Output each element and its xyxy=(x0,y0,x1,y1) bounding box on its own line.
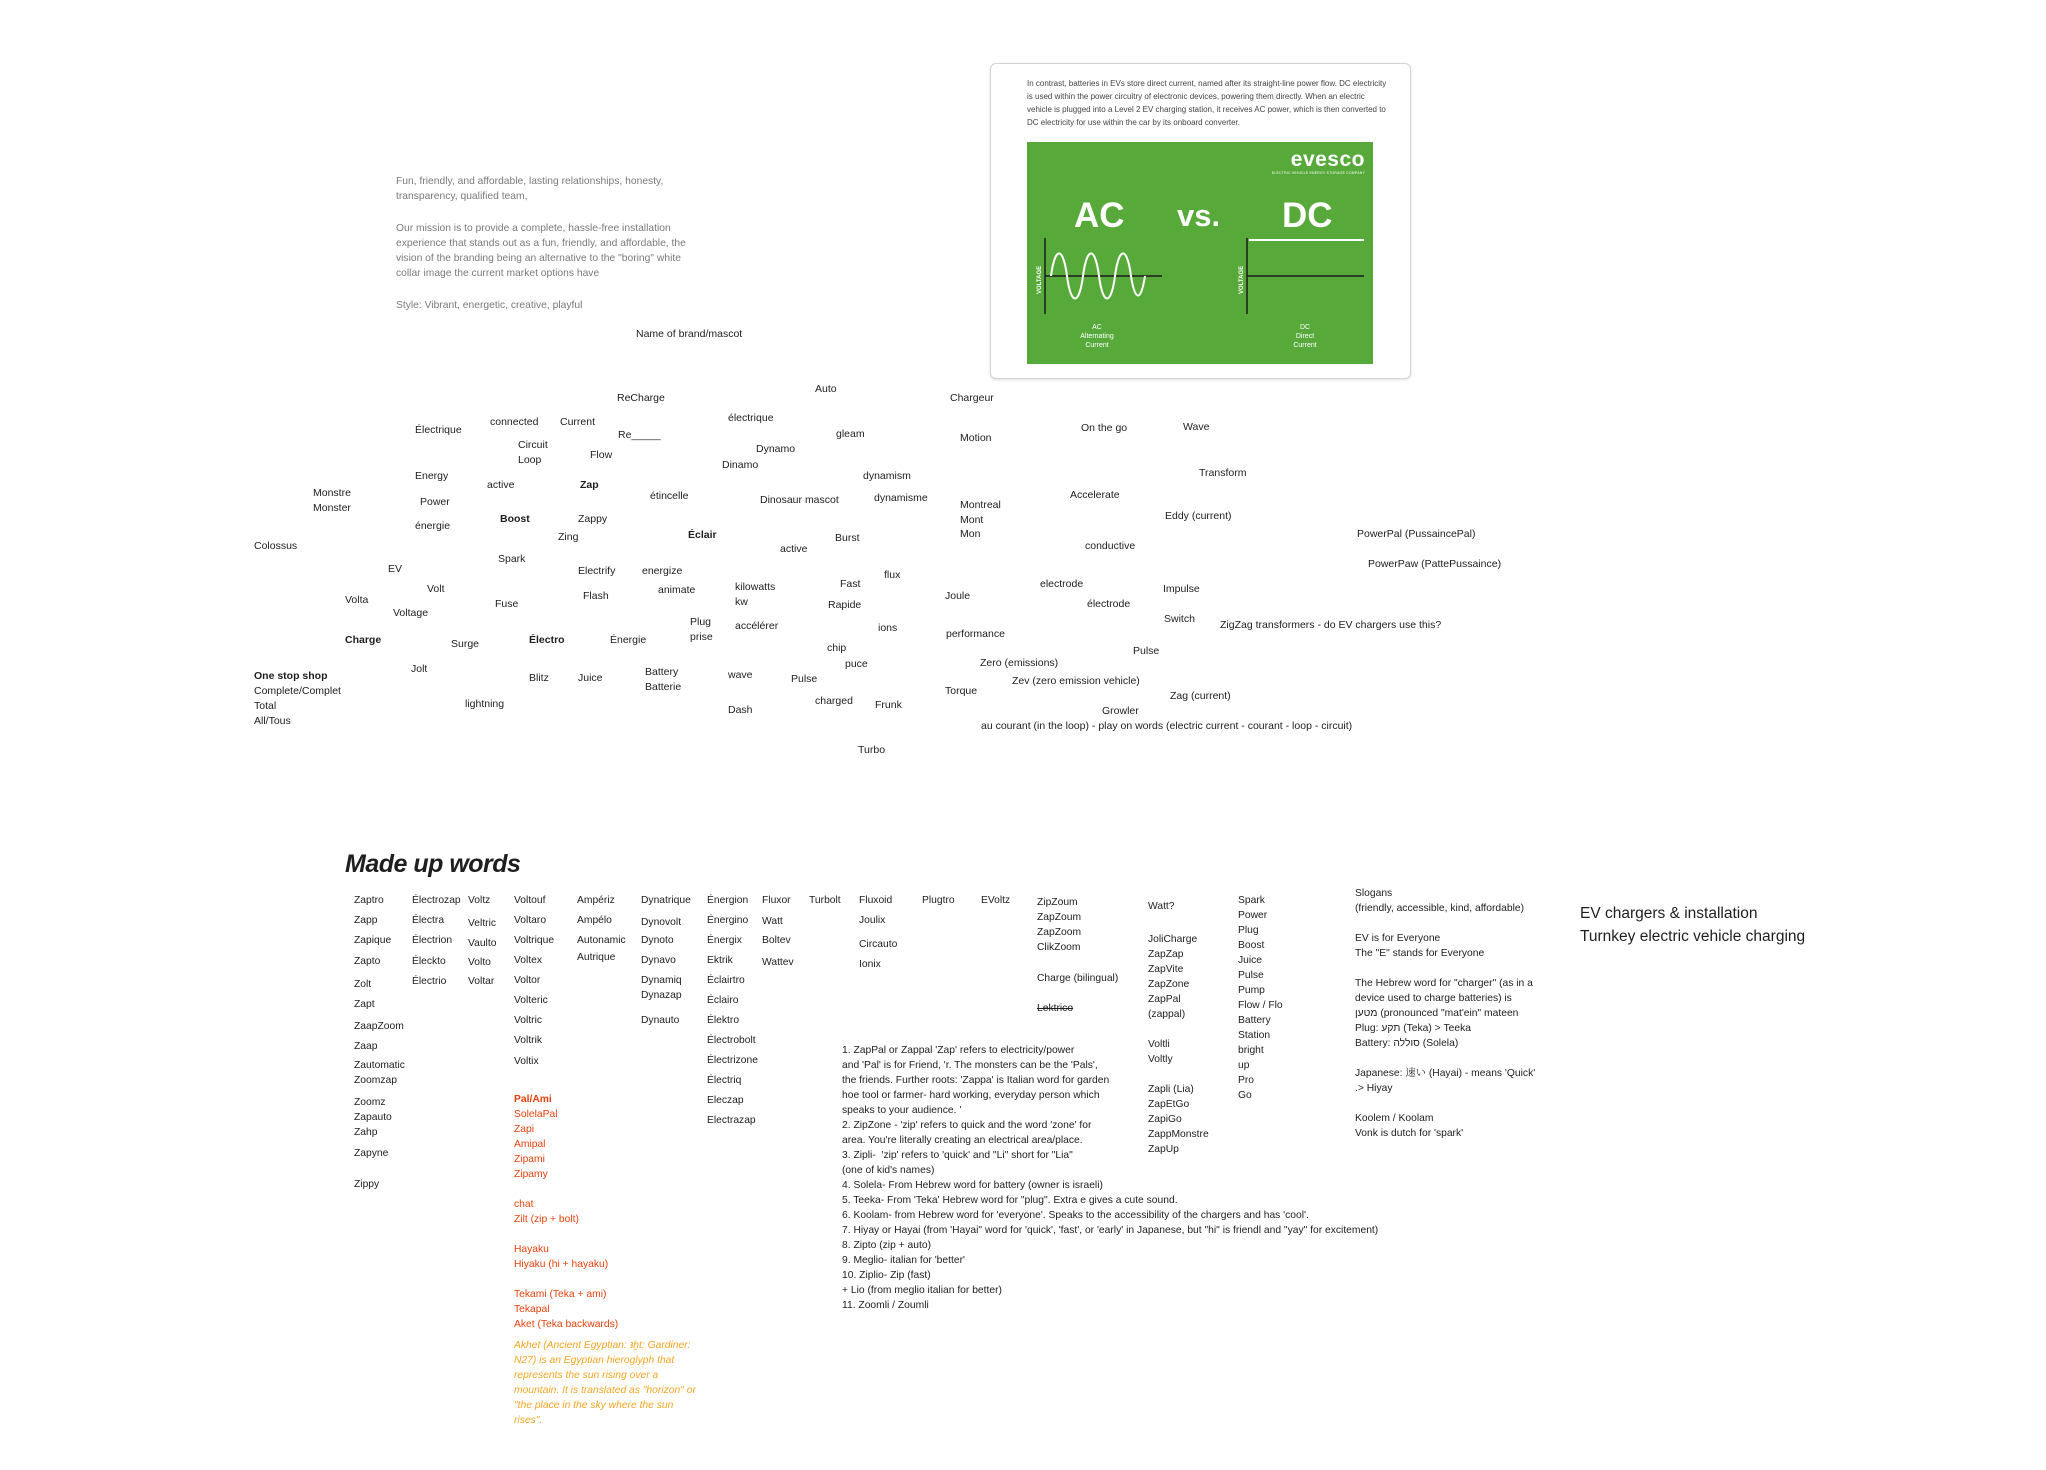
favorite-name: Amipal xyxy=(514,1139,546,1150)
ac-axis-label: VOLTAGE xyxy=(1037,265,1043,294)
brainstorm-word: Re_____ xyxy=(618,429,661,441)
brainstorm-word: électrode xyxy=(1087,598,1131,610)
made-up-word: Électriq xyxy=(707,1075,742,1086)
slogan-line: The Hebrew word for "charger" (as in a xyxy=(1355,978,1533,989)
made-up-word: Zolt xyxy=(354,979,372,990)
brainstorm-word: ions xyxy=(878,622,898,634)
brainstorm-word: Colossus xyxy=(254,540,298,552)
brainstorm-word: Dash xyxy=(728,704,753,716)
brainstorm-word: Plug prise xyxy=(690,616,713,643)
brainstorm-word: Zero (emissions) xyxy=(980,657,1059,669)
brainstorm-word: conductive xyxy=(1085,540,1136,552)
slogan-line: EV is for Everyone xyxy=(1355,933,1441,944)
made-up-word: Électra xyxy=(412,915,445,926)
made-up-word: Station xyxy=(1238,1030,1271,1041)
brainstorm-word: Blitz xyxy=(529,672,549,684)
brainstorm-word: On the go xyxy=(1081,422,1128,434)
brainstorm-word: Frunk xyxy=(875,699,902,711)
brainstorm-word: Burst xyxy=(835,532,860,544)
brainstorm-word: étincelle xyxy=(650,490,689,502)
brainstorm-word: One stop shop xyxy=(254,670,328,682)
favorite-name xyxy=(514,1272,618,1287)
brainstorm-word: Jolt xyxy=(411,663,428,675)
brand-brief xyxy=(396,174,696,330)
made-up-word: Voltex xyxy=(514,955,543,966)
brainstorm-word: Chargeur xyxy=(950,392,994,404)
numbered-notes xyxy=(842,1043,1378,1313)
made-up-word: Voltix xyxy=(514,1056,539,1067)
brainstorm-word: Eddy (current) xyxy=(1165,510,1232,522)
dc-axis-label: VOLTAGE xyxy=(1239,265,1245,294)
brainstorm-word: Accelerate xyxy=(1070,489,1120,501)
brainstorm-word: energize xyxy=(642,565,683,577)
made-up-word: Eleczap xyxy=(707,1095,744,1106)
made-up-word: Dynoto xyxy=(641,935,674,946)
brainstorm-word: Dinosaur mascot xyxy=(760,494,839,506)
made-up-word: Autrique xyxy=(577,952,616,963)
evesco-logo: evesco xyxy=(1290,148,1365,171)
favorite-name: SolelaPal xyxy=(514,1109,558,1120)
made-up-word: ZapZone xyxy=(1148,979,1190,990)
brainstorm-word: Rapide xyxy=(828,599,862,611)
favorites-list xyxy=(514,1092,618,1332)
brainstorm-word: electrode xyxy=(1040,578,1084,590)
slogan-line: Vonk is dutch for 'spark' xyxy=(1355,1128,1464,1139)
vs-label: vs. xyxy=(1177,198,1221,233)
dc-title: DC xyxy=(1282,196,1333,235)
made-up-word: Veltric xyxy=(468,918,497,929)
made-up-word: Volteric xyxy=(514,995,548,1006)
favorite-name: Hayaku xyxy=(514,1244,549,1255)
made-up-word: Zoomzap xyxy=(354,1075,397,1086)
brainstorm-word: Impulse xyxy=(1163,583,1200,595)
slogan-line xyxy=(1355,1096,1535,1111)
made-up-word: Spark xyxy=(1238,895,1265,906)
made-up-word: Zippy xyxy=(354,1179,380,1190)
brainstorm-word: Éclair xyxy=(688,529,717,541)
brainstorm-word: Juice xyxy=(578,672,603,684)
brainstorm-word: Volta xyxy=(345,594,369,606)
slogan-line: device used to charge batteries) is xyxy=(1355,993,1512,1004)
made-up-word: Power xyxy=(1238,910,1268,921)
brainstorm-word: Monstre Monster xyxy=(313,487,351,514)
made-up-word: Voltaro xyxy=(514,915,547,926)
made-up-word: Dynavo xyxy=(641,955,676,966)
slogan-line xyxy=(1355,916,1535,931)
slogan-line xyxy=(1355,961,1535,976)
made-up-word: Énergix xyxy=(707,935,742,946)
brainstorm-word: Turbo xyxy=(858,744,886,756)
brainstorm-word: électrique xyxy=(728,412,774,424)
favorite-name: Pal/Ami xyxy=(514,1094,552,1105)
made-up-word: Voltli xyxy=(1148,1039,1170,1050)
made-up-word: ZapVite xyxy=(1148,964,1184,975)
favorite-name: chat xyxy=(514,1199,534,1210)
made-up-word: ZapZap xyxy=(1148,949,1184,960)
made-up-word: Dynovolt xyxy=(641,917,682,928)
made-up-word: Electrazap xyxy=(707,1115,756,1126)
made-up-word: Dynauto xyxy=(641,1015,680,1026)
brainstorm-word: Current xyxy=(560,416,596,428)
made-up-word: Fluxoid xyxy=(859,895,893,906)
made-up-word: Éclairo xyxy=(707,995,739,1006)
made-up-word: JoliCharge xyxy=(1148,934,1198,945)
brainstorm-word: Charge xyxy=(345,634,382,646)
brainstorm-word: Circuit Loop xyxy=(518,439,548,466)
note-line: 5. Teeka- From 'Teka' Hebrew word for "plug". Extra e gives a cute sound. xyxy=(842,1195,1178,1206)
made-up-word: Voltly xyxy=(1148,1054,1173,1065)
made-up-word: Watt xyxy=(762,916,783,927)
brainstorm-word: Energy xyxy=(415,470,449,482)
note-line: area. You're literally creating an electrical area/place. xyxy=(842,1135,1083,1146)
made-up-word: Flow / Flo xyxy=(1238,1000,1283,1011)
made-up-word: Zaptro xyxy=(354,895,384,906)
brainstorm-word: connected xyxy=(490,416,539,428)
ac-title: AC xyxy=(1074,196,1125,235)
brainstorm-word: animate xyxy=(658,584,696,596)
brainstorm-word: Zap xyxy=(580,479,599,491)
brainstorm-word: Pulse xyxy=(1133,645,1160,657)
favorite-name xyxy=(514,1182,618,1197)
ac-vs-dc-image xyxy=(1027,142,1373,364)
made-up-word: Zapyne xyxy=(354,1148,389,1159)
slogan-line: (friendly, accessible, kind, affordable) xyxy=(1355,903,1525,914)
made-up-word: Voltouf xyxy=(514,895,546,906)
brainstorm-word: Montreal Mont Mon xyxy=(960,499,1001,541)
made-up-word: Wattev xyxy=(762,957,794,968)
akhet-note: Akhet (Ancient Egyptian: ꜣḫt; Gardiner: N27) is an Egyptian hieroglyph that represents the sun rising over a mountain. It is translated as "horizon" or "the place in the sky where the sun rises". xyxy=(514,1340,696,1426)
made-up-word: Watt? xyxy=(1148,901,1175,912)
brainstorm-word: Fuse xyxy=(495,598,519,610)
made-up-word: Pump xyxy=(1238,985,1265,996)
brainstorm-word: Zing xyxy=(558,531,579,543)
brainstorm-word: Voltage xyxy=(393,607,429,619)
made-up-word: Voltar xyxy=(468,976,495,987)
brainstorm-word: Wave xyxy=(1183,421,1210,433)
brainstorm-word: gleam xyxy=(836,428,865,440)
note-line: 4. Solela- From Hebrew word for battery (owner is israeli) xyxy=(842,1180,1103,1191)
note-line: (one of kid's names) xyxy=(842,1165,935,1176)
made-up-word: Éclairtro xyxy=(707,975,745,986)
brainstorm-word: énergie xyxy=(415,520,451,532)
brainstorm-word: Switch xyxy=(1164,613,1195,625)
made-up-word: Ektrik xyxy=(707,955,733,966)
made-up-word: up xyxy=(1238,1060,1250,1071)
reference-image-card[interactable] xyxy=(990,63,1411,379)
made-up-word: Dynatrique xyxy=(641,895,691,906)
brainstorm-word: Zev (zero emission vehicle) xyxy=(1012,675,1140,687)
favorite-name: Tekami (Teka + ami) xyxy=(514,1289,607,1300)
made-up-word: Joulix xyxy=(859,915,886,926)
brainstorm-word: kilowatts kw xyxy=(735,581,776,608)
brainstorm-word: puce xyxy=(845,658,868,670)
slogan-line xyxy=(1355,1051,1535,1066)
tagline-line-1: EV chargers & installation xyxy=(1580,905,1758,922)
made-up-word: ZapZoom xyxy=(1037,927,1082,938)
note-line: hoe tool or farmer- hard working, everyday person which xyxy=(842,1090,1100,1101)
made-up-word: Zapique xyxy=(354,935,392,946)
brainstorm-word: chip xyxy=(827,642,847,654)
brainstorm-word: ReCharge xyxy=(617,392,665,404)
brainstorm-word: performance xyxy=(946,628,1005,640)
slogan-line: Slogans xyxy=(1355,888,1393,899)
made-up-word: Énergion xyxy=(707,895,749,906)
brainstorm-word: Auto xyxy=(815,383,837,395)
slogan-line: מטען (pronounced "mat'ein" mateen xyxy=(1355,1008,1519,1019)
made-up-word: Vaulto xyxy=(468,938,497,949)
made-up-word: Voltrik xyxy=(514,1035,543,1046)
style-note: Style: Vibrant, energetic, creative, playful xyxy=(396,300,583,311)
brainstorm-word: PowerPaw (PattePussaince) xyxy=(1368,558,1502,570)
made-up-word: Pro xyxy=(1238,1075,1255,1086)
slogans-note xyxy=(1355,886,1535,1141)
made-up-word: Dynamiq xyxy=(641,975,682,986)
brainstorm-word: EV xyxy=(388,563,403,575)
note-line: the friends. Further roots: 'Zappa' is Italian word for garden xyxy=(842,1075,1110,1086)
note-line: 10. Ziplio- Zip (fast) xyxy=(842,1270,931,1281)
favorite-name: Zapi xyxy=(514,1124,535,1135)
made-up-word: Charge (bilingual) xyxy=(1037,973,1119,984)
made-up-word: Juice xyxy=(1238,955,1263,966)
brainstorm-word: lightning xyxy=(465,698,505,710)
brainstorm-word: Volt xyxy=(427,583,445,595)
note-line: 2. ZipZone - 'zip' refers to quick and the word 'zone' for xyxy=(842,1120,1092,1131)
made-up-word: Zapauto xyxy=(354,1112,392,1123)
made-up-word: ClikZoom xyxy=(1037,942,1081,953)
made-up-word: Ampélo xyxy=(577,915,612,926)
made-up-word: Électrio xyxy=(412,976,447,987)
brainstorm-word: Battery Batterie xyxy=(645,666,682,693)
made-up-word: Voltor xyxy=(514,975,541,986)
made-up-word: Ionix xyxy=(859,959,881,970)
brainstorm-word: Dinamo xyxy=(722,459,759,471)
brainstorm-word: dynamism xyxy=(863,470,911,482)
made-up-word: Électrozap xyxy=(412,895,461,906)
tagline xyxy=(1580,902,1805,948)
brainstorm-word: All/Tous xyxy=(254,715,291,727)
favorite-name: Zipamy xyxy=(514,1169,548,1180)
brainstorm-word: Boost xyxy=(500,513,530,525)
note-line: speaks to your audience. ' xyxy=(842,1105,962,1116)
slogan-line: The "E" stands for Everyone xyxy=(1355,948,1485,959)
made-up-word: Boltev xyxy=(762,935,791,946)
made-up-word: Éleckto xyxy=(412,956,446,967)
brainstorm-word: PowerPal (PussaincePal) xyxy=(1357,528,1476,540)
brainstorm-word: Transform xyxy=(1199,467,1247,479)
made-up-word: ZapiGo xyxy=(1148,1114,1182,1125)
made-up-word: Zapt xyxy=(354,999,375,1010)
brainstorm-word: Zag (current) xyxy=(1170,690,1231,702)
note-line: 7. Hiyay or Hayai (from 'Hayai" word for 'quick', 'fast', or 'early' in Japanese, but "hi" is friendl and "yay" for excitement) xyxy=(842,1225,1379,1236)
brainstorm-word: Énergie xyxy=(610,634,647,646)
made-up-word: ZapEtGo xyxy=(1148,1099,1190,1110)
slogan-line: Japanese: 速い (Hayai) - means 'Quick' xyxy=(1355,1068,1536,1079)
slogan-line: Plug: תקע (Teka) > Teeka xyxy=(1355,1023,1472,1034)
made-up-word: Pulse xyxy=(1238,970,1264,981)
made-up-word: ZappMonstre xyxy=(1148,1129,1209,1140)
brainstorm-word: Électrique xyxy=(415,424,462,436)
made-up-word: Dynazap xyxy=(641,990,682,1001)
brainstorm-word: Power xyxy=(420,496,450,508)
brainstorm-word: Électro xyxy=(529,634,565,646)
brainstorm-word: Flow xyxy=(590,449,613,461)
made-up-word: ZaapZoom xyxy=(354,1021,404,1032)
brainstorm-word: dynamisme xyxy=(874,492,928,504)
brainstorm-word: flux xyxy=(884,569,901,581)
made-up-word: Zapli (Lia) xyxy=(1148,1084,1194,1095)
made-up-word: ZapPal xyxy=(1148,994,1181,1005)
made-up-word: Volto xyxy=(468,957,491,968)
note-line: 6. Koolam- from Hebrew word for 'everyone'. Speaks to the accessibility of the chargers and has 'cool'. xyxy=(842,1210,1309,1221)
note-line: 11. Zoomli / Zoumli xyxy=(842,1300,929,1311)
made-up-word: Turbolt xyxy=(809,895,841,906)
made-up-word: Autonamic xyxy=(577,935,626,946)
slogan-line: .> Hiyay xyxy=(1355,1083,1393,1094)
made-up-word: Ampériz xyxy=(577,895,615,906)
made-up-word: Zapp xyxy=(354,915,378,926)
dc-caption: DC Direct Current xyxy=(1293,324,1317,349)
favorite-name: Hiyaku (hi + hayaku) xyxy=(514,1259,609,1270)
made-up-word: Zapto xyxy=(354,956,381,967)
brainstorm-word: Flash xyxy=(583,590,609,602)
brainstorm-word: Surge xyxy=(451,638,480,650)
made-up-word: Zautomatic xyxy=(354,1060,405,1071)
brainstorm-word: charged xyxy=(815,695,853,707)
brainstorm-word: Spark xyxy=(498,553,526,565)
brainstorm-word: Total xyxy=(254,700,277,712)
made-up-word: Zoomz xyxy=(354,1097,386,1108)
note-line: + Lio (from meglio italian for better) xyxy=(842,1285,1002,1296)
made-up-word: Élektro xyxy=(707,1015,740,1026)
made-up-word: Circauto xyxy=(859,939,898,950)
ac-caption: AC Alternating Current xyxy=(1080,324,1114,349)
made-up-word: Boost xyxy=(1238,940,1265,951)
brainstorm-word: ZigZag transformers - do EV chargers use this? xyxy=(1220,619,1442,631)
brainstorm-word: Electrify xyxy=(578,565,616,577)
favorite-name: Aket (Teka backwards) xyxy=(514,1319,619,1330)
note-line: 1. ZapPal or Zappal 'Zap' refers to electricity/power xyxy=(842,1045,1075,1056)
brainstorm-word: Fast xyxy=(840,578,861,590)
brainstorm-word: active xyxy=(487,479,515,491)
brainstorm-title: Name of brand/mascot xyxy=(636,328,743,340)
made-up-word: ZapZoum xyxy=(1037,912,1082,923)
made-up-word: Zaap xyxy=(354,1041,378,1052)
brainstorm-word: Zappy xyxy=(578,513,608,525)
brainstorm-word: Dynamo xyxy=(756,443,796,455)
favorite-name: Zilt (zip + bolt) xyxy=(514,1214,579,1225)
reference-card-text: In contrast, batteries in EVs store direct current, named after its straight-line power flow. DC electricity is used within the power circuitry of electronic devices, powering them directly. When an electric vehicle is plugged into a Level 2 EV charging station, it receives AC power, which is then converted to DC electricity for use within the car by its onboard converter. xyxy=(1027,79,1387,127)
brainstorm-word: Complete/Complet xyxy=(254,685,341,697)
note-line: 9. Meglio- italian for 'better' xyxy=(842,1255,965,1266)
brainstorm-word: Torque xyxy=(945,685,978,697)
made-up-word: Fluxor xyxy=(762,895,791,906)
slogan-line: Koolem / Koolam xyxy=(1355,1113,1434,1124)
made-up-word: Énergino xyxy=(707,915,749,926)
favorite-name xyxy=(514,1227,618,1242)
brainstorm-word: active xyxy=(780,543,808,555)
evesco-logo-subtitle: ELECTRIC VEHICLE ENERGY STORAGE COMPANY xyxy=(1271,171,1365,175)
favorite-name: Tekapal xyxy=(514,1304,550,1315)
made-up-word: Battery xyxy=(1238,1015,1271,1026)
tagline-line-2: Turnkey electric vehicle charging xyxy=(1580,928,1806,945)
made-up-word: Électrizone xyxy=(707,1055,758,1066)
brainstorm-word: wave xyxy=(728,669,753,681)
made-up-word: ZipZoum xyxy=(1037,897,1078,908)
mission-note: Our mission is to provide a complete, hassle-free installation experience that stands out as a fun, friendly, and affordable, the vision of the branding being an alternative to the "boring" white collar image the current market options have xyxy=(396,223,686,279)
slogan-line: Battery: סוללה (Solela) xyxy=(1355,1038,1459,1049)
made-up-word: (zappal) xyxy=(1148,1009,1186,1020)
made-up-word: Plugtro xyxy=(922,895,955,906)
made-up-word: Voltric xyxy=(514,1015,543,1026)
made-up-words-heading: Made up words xyxy=(345,850,521,878)
brand-values-note: Fun, friendly, and affordable, lasting relationships, honesty, transparency, qualified team, xyxy=(396,176,664,202)
made-up-word: Voltrique xyxy=(514,935,555,946)
note-line: and 'Pal' is for Friend, 'r. The monsters can be the 'Pals', xyxy=(842,1060,1098,1071)
brainstorm-word: Growler xyxy=(1102,705,1139,717)
made-up-word: Go xyxy=(1238,1090,1252,1101)
made-up-word: Électrion xyxy=(412,935,453,946)
made-up-word: Voltz xyxy=(468,895,491,906)
made-up-word: Plug xyxy=(1238,925,1259,936)
note-line: 8. Zipto (zip + auto) xyxy=(842,1240,931,1251)
brainstorm-word: Pulse xyxy=(791,673,818,685)
made-up-word: bright xyxy=(1238,1045,1264,1056)
made-up-word: Lektrico xyxy=(1037,1003,1074,1014)
made-up-word: Zahp xyxy=(354,1127,378,1138)
brainstorm-word: accélérer xyxy=(735,620,779,632)
brainstorm-word: Joule xyxy=(945,590,971,602)
brainstorm-word: Motion xyxy=(960,432,992,444)
made-up-word: EVoltz xyxy=(981,895,1011,906)
made-up-word: ZapUp xyxy=(1148,1144,1179,1155)
made-up-word: Électrobolt xyxy=(707,1035,756,1046)
favorite-name: Zipami xyxy=(514,1154,545,1165)
note-line: 3. Zipli- 'zip' refers to 'quick' and "Li" short for "Lia" xyxy=(842,1150,1073,1161)
brainstorm-word: au courant (in the loop) - play on words (electric current - courant - loop - circuit) xyxy=(981,720,1353,732)
